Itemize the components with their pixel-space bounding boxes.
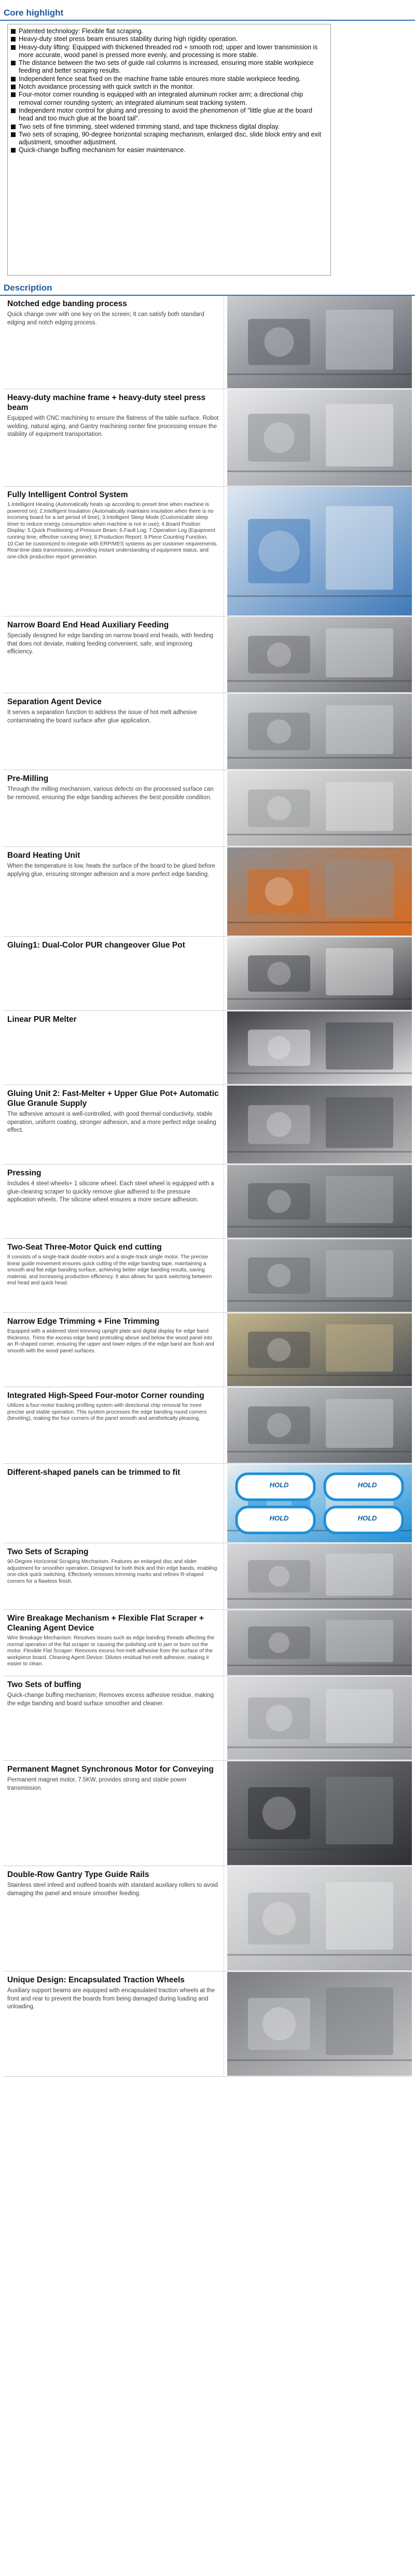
feature-description: Equipped with CNC machining to ensure the flatness of the table surface. Robot welding, natural aging, and Gantry machining center fine processing ensure the stability of equipment transportation. xyxy=(7,415,219,437)
feature-title: Separation Agent Device xyxy=(7,697,102,706)
feature-text xyxy=(3,1677,224,1760)
feature-photo xyxy=(227,1544,412,1609)
feature-text xyxy=(3,937,224,1010)
feature-photo xyxy=(227,694,412,769)
row-divider xyxy=(3,2076,412,2077)
feature-title: Notched edge banding process xyxy=(7,299,127,308)
square-bullet-icon xyxy=(11,29,19,35)
row-divider xyxy=(3,1760,412,1761)
feature-title: Different-shaped panels can be trimmed to fit xyxy=(7,1468,181,1477)
feature-title: Fully Intelligent Control System xyxy=(7,490,128,499)
feature-description: It consists of a single-track double motors and a single-track single motor. The precise linear guide movement ensures quick cutting of the edge banding tape, maintaining a smooth and flat edge banding surface, achieving better edge banding results, saving material, and increasing production efficiency. It also allows for quick switching between end head and quick head. xyxy=(7,1254,212,1286)
feature-text xyxy=(3,1972,224,2076)
feature-title: Unique Design: Encapsulated Traction Wheels xyxy=(7,1976,185,1984)
feature-description: Through the milling mechanism, various defects on the processed surface can be removed, ensuring the edge banding achieves the best possible condition. xyxy=(7,786,214,801)
feature-title: Narrow Board End Head Auxiliary Feeding xyxy=(7,621,169,629)
feature-text xyxy=(3,1086,224,1163)
feature-text xyxy=(3,390,224,486)
highlight-item xyxy=(11,131,327,147)
feature-text xyxy=(3,487,224,615)
feature-photo xyxy=(227,1464,412,1542)
row-divider xyxy=(3,1463,412,1464)
highlight-text: Patented technology: Flexible flat scraping. xyxy=(19,28,144,35)
highlight-item xyxy=(11,91,327,107)
feature-title: Two Sets of buffing xyxy=(7,1680,81,1689)
panel-brand-label: HOLD xyxy=(269,1514,289,1522)
highlight-item xyxy=(11,75,327,83)
feature-photo xyxy=(227,847,412,936)
feature-text xyxy=(3,296,224,388)
feature-photo xyxy=(227,771,412,846)
feature-text xyxy=(3,1239,224,1312)
feature-photo xyxy=(227,617,412,692)
feature-photo xyxy=(227,1610,412,1675)
highlight-item xyxy=(11,59,327,75)
feature-description: Auxiliary support beams are equipped with encapsulated traction wheels at the front and rear to prevent the boards from being damaged during loading and unloading. xyxy=(7,1988,215,2010)
feature-text xyxy=(3,1544,224,1609)
feature-description: Wire Breakage Mechanism: Resolves issues such as edge banding threads affecting the normal operation of the flat scraper or causing the polishing unit to jam or burn out the motor. Flexible Flat Scraper: Removes excess hot-melt adhesive from the surface of the workpiece board. Cleaning Agent Device: Dilutes residual hot-melt adhesive, making it easier to clean. xyxy=(7,1635,215,1667)
feature-photo xyxy=(227,1388,412,1463)
feature-photo xyxy=(227,390,412,486)
feature-row-notched-edge-banding-process xyxy=(3,296,412,388)
feature-photo xyxy=(227,1239,412,1312)
square-bullet-icon xyxy=(11,77,19,83)
feature-text xyxy=(3,1867,224,1970)
feature-description: The adhesive amount is well-controlled, with good thermal conductivity, stable operation, uniform coating, stronger adhesion, and a more perfect edge sealing effect. xyxy=(7,1111,216,1133)
feature-description: Utilizes a four-motor tracking profiling system with directional chip removal for more precise and stable operation. This system processes the edge banding round corners (beveling), making the four corners of the panel smooth and aesthetically pleasing. xyxy=(7,1403,207,1422)
feature-row-narrow-board-end-head-auxiliary-feeding xyxy=(3,617,412,692)
feature-description: Specially designed for edge banding on narrow board end heads, with feeding that does not deviate, making feeding convenient, safe, and improving efficiency. xyxy=(7,633,214,655)
feature-title: Two-Seat Three-Motor Quick end cutting xyxy=(7,1243,162,1252)
highlight-item xyxy=(11,44,327,60)
feature-row-narrow-edge-trimming-fine-trimming xyxy=(3,1313,412,1386)
description-title: Description xyxy=(4,283,52,293)
feature-title: Integrated High-Speed Four-motor Corner rounding xyxy=(7,1391,204,1400)
feature-title: Permanent Magnet Synchronous Motor for Conveying xyxy=(7,1765,214,1774)
highlight-item xyxy=(11,146,327,154)
feature-photo xyxy=(227,1313,412,1386)
feature-photo xyxy=(227,1972,412,2076)
feature-description: It serves a separation function to address the issue of hot melt adhesive contaminating the board surface after glue application. xyxy=(7,709,197,724)
feature-row-heavy-duty-machine-frame-heavy-duty-stee xyxy=(3,390,412,486)
row-divider xyxy=(3,1010,412,1011)
square-bullet-icon xyxy=(11,92,19,107)
feature-description: 1.Intelligent Heating (Automatically heats up according to preset time when machine is powered on); 2.Intelligent Insulation (Automatically maintains insulation when there is no incoming board for a set period of time); 3.Intelligent Sleep Mode (Customizable sleep timer to reduce energy consumption when machine is not in use); 4.Board Position Display; 5.Quick Positioning of Pressure Beam; 6.Fault Log; 7.Operation Log (Equipment running time, effective running time); 8.Production Report; 9.Piece Counting Function; 10.Can be customized to integrate with ERP/MES systems as per customer requirements. Real-time data transmission, providing instant understanding of equipment status, and one-click production report generation. xyxy=(7,502,218,560)
feature-title: Heavy-duty machine frame + heavy-duty steel press beam xyxy=(7,393,206,412)
feature-description: Permanent magnet motor, 7.5KW, provides strong and stable power transmission. xyxy=(7,1777,187,1791)
feature-photo xyxy=(227,1165,412,1238)
feature-description: Stainless steel infeed and outfeed boards with standard auxiliary rollers to avoid damaging the panel and ensure smoother feeding. xyxy=(7,1882,218,1897)
row-divider xyxy=(3,486,412,487)
feature-photo xyxy=(227,1086,412,1163)
feature-text xyxy=(3,1610,224,1675)
highlight-text: Two sets of scraping, 90-degree horizontal scraping mechanism, enlarged disc, slide block entry and exit adjustment, smoother adjustment. xyxy=(19,130,322,146)
feature-title: Two Sets of Scraping xyxy=(7,1547,89,1556)
highlight-item xyxy=(11,35,327,43)
feature-row-pressing xyxy=(3,1165,412,1238)
core-highlight-list xyxy=(7,24,331,276)
feature-row-fully-intelligent-control-system xyxy=(3,487,412,615)
highlight-text: The distance between the two sets of guide rail columns is increased, ensuring more stable workpiece feeding and better scraping results. xyxy=(19,59,314,75)
row-divider xyxy=(3,1609,412,1610)
square-bullet-icon xyxy=(11,45,19,60)
row-divider xyxy=(3,1238,412,1239)
feature-row-two-seat-three-motor-quick-end-cutting xyxy=(3,1239,412,1312)
panel-brand-label: HOLD xyxy=(269,1481,289,1489)
feature-row-integrated-high-speed-four-motor-corner- xyxy=(3,1388,412,1463)
feature-description: Quick change over with one key on the screen; It can satisfy both standard edging and notch edging process. xyxy=(7,311,204,326)
feature-row-board-heating-unit xyxy=(3,847,412,936)
square-bullet-icon xyxy=(11,132,19,147)
feature-photo xyxy=(227,296,412,388)
feature-row-different-shaped-panels-can-be-trimmed-t xyxy=(3,1464,412,1542)
feature-description: When the temperature is low, heats the surface of the board to be glued before applying glue, ensuring stronger adhesion and a more perfect edge banding. xyxy=(7,863,215,878)
feature-row-double-row-gantry-type-guide-rails xyxy=(3,1867,412,1970)
feature-row-two-sets-of-scraping xyxy=(3,1544,412,1609)
highlight-item xyxy=(11,28,327,35)
feature-photo xyxy=(227,1677,412,1760)
description-header xyxy=(0,282,415,296)
highlight-text: Notch avoidance processing with quick switch in the monitor. xyxy=(19,83,195,91)
feature-title: Linear PUR Melter xyxy=(7,1015,77,1024)
highlight-item xyxy=(11,107,327,123)
feature-text xyxy=(3,771,224,846)
highlight-text: Quick-change buffing mechanism for easier maintenance. xyxy=(19,146,186,154)
feature-text xyxy=(3,1011,224,1084)
feature-row-separation-agent-device xyxy=(3,694,412,769)
core-highlight-header xyxy=(0,7,415,21)
core-highlight-title: Core highlight xyxy=(4,8,64,18)
feature-description: Equipped with a widened steel trimming upright plate and digital display for edge band thickness. Trims the excess edge band protruding above and below the wood panel into an R-shaped corner, ensuring the upper and lower edges of the edge band are flush and smooth with the wood panel surfaces. xyxy=(7,1328,214,1354)
feature-photo xyxy=(227,1867,412,1970)
feature-row-gluing-unit-2-fast-melter-upper-glue-pot xyxy=(3,1086,412,1163)
feature-text xyxy=(3,1464,224,1542)
row-divider xyxy=(3,846,412,847)
feature-title: Narrow Edge Trimming + Fine Trimming xyxy=(7,1317,160,1326)
feature-description: 90-Degree Horizontal Scraping Mechanism. Features an enlarged disc and slider adjustment for smoother operation. Designed for both thick and thin edge bands, enabling one-click quick switching. Effectively removes trimming marks and refines R-shaped corners for a flawless finish. xyxy=(7,1559,217,1584)
square-bullet-icon xyxy=(11,108,19,123)
feature-description: Includes 4 steel wheels+ 1 silicone wheel. Each steel wheel is equipped with a glue-cleaning scraper to quickly remove glue adhered to the pressure application wheels. The silicone wheel ensures a more secure adhesion. xyxy=(7,1181,214,1203)
highlight-text: Heavy-duty lifting: Equipped with thickened threaded rod + smooth rod; upper and lower transmission is more accurate, wood panel is pressed more evenly, and processing is more stable. xyxy=(19,43,318,59)
highlight-text: Independent motor control for gluing and pressing to avoid the phenomenon of "little glue at the board head and too much glue at the board tail". xyxy=(19,106,312,122)
row-divider xyxy=(3,1312,412,1313)
row-divider xyxy=(3,936,412,937)
feature-row-permanent-magnet-synchronous-motor-for-c xyxy=(3,1761,412,1865)
feature-title: Pre-Milling xyxy=(7,774,49,783)
square-bullet-icon xyxy=(11,61,19,75)
feature-title: Wire Breakage Mechanism + Flexible Flat Scraper + Cleaning Agent Device xyxy=(7,1614,204,1633)
panel-brand-label: HOLD xyxy=(357,1514,377,1522)
feature-title: Gluing Unit 2: Fast-Melter + Upper Glue Pot+ Automatic Glue Granule Supply xyxy=(7,1089,219,1108)
feature-text xyxy=(3,1388,224,1463)
feature-row-pre-milling xyxy=(3,771,412,846)
square-bullet-icon xyxy=(11,148,19,154)
square-bullet-icon xyxy=(11,37,19,43)
feature-row-unique-design-encapsulated-traction-whee xyxy=(3,1972,412,2076)
feature-description: Quick-change buffing mechanism; Removes excess adhesive residue, making the edge banding and board surface smoother and cleaner. xyxy=(7,1692,214,1707)
panel-brand-label: HOLD xyxy=(357,1481,377,1489)
feature-photo xyxy=(227,1011,412,1084)
feature-text xyxy=(3,617,224,692)
feature-row-wire-breakage-mechanism-flexible-flat-sc xyxy=(3,1610,412,1675)
highlight-item xyxy=(11,83,327,91)
feature-text xyxy=(3,1761,224,1865)
feature-row-linear-pur-melter xyxy=(3,1011,412,1084)
feature-row-two-sets-of-buffing xyxy=(3,1677,412,1760)
square-bullet-icon xyxy=(11,85,19,91)
feature-photo xyxy=(227,487,412,615)
feature-title: Pressing xyxy=(7,1169,42,1177)
feature-text xyxy=(3,1313,224,1386)
feature-title: Board Heating Unit xyxy=(7,851,80,860)
highlight-text: Independent fence seat fixed on the machine frame table ensures more stable workpiece feeding. xyxy=(19,75,301,83)
square-bullet-icon xyxy=(11,125,19,131)
feature-photo xyxy=(227,937,412,1010)
feature-text xyxy=(3,847,224,936)
feature-title: Double-Row Gantry Type Guide Rails xyxy=(7,1870,149,1879)
feature-row-gluing1-dual-color-pur-changeover-glue-p xyxy=(3,937,412,1010)
highlight-item xyxy=(11,123,327,131)
feature-photo xyxy=(227,1761,412,1865)
feature-title: Gluing1: Dual-Color PUR changeover Glue Pot xyxy=(7,941,185,950)
feature-text xyxy=(3,694,224,769)
highlight-text: Four-motor corner rounding is equipped with an integrated aluminum rocker arm; a directional chip removal corner rounding system; an integrated aluminum seat tracking system. xyxy=(19,91,303,106)
highlight-text: Two sets of fine trimming, steel widened trimming stand, and tape thickness digital display. xyxy=(19,122,280,130)
highlight-text: Heavy-duty steel press beam ensures stability during high rigidity operation. xyxy=(19,35,238,43)
feature-text xyxy=(3,1165,224,1238)
